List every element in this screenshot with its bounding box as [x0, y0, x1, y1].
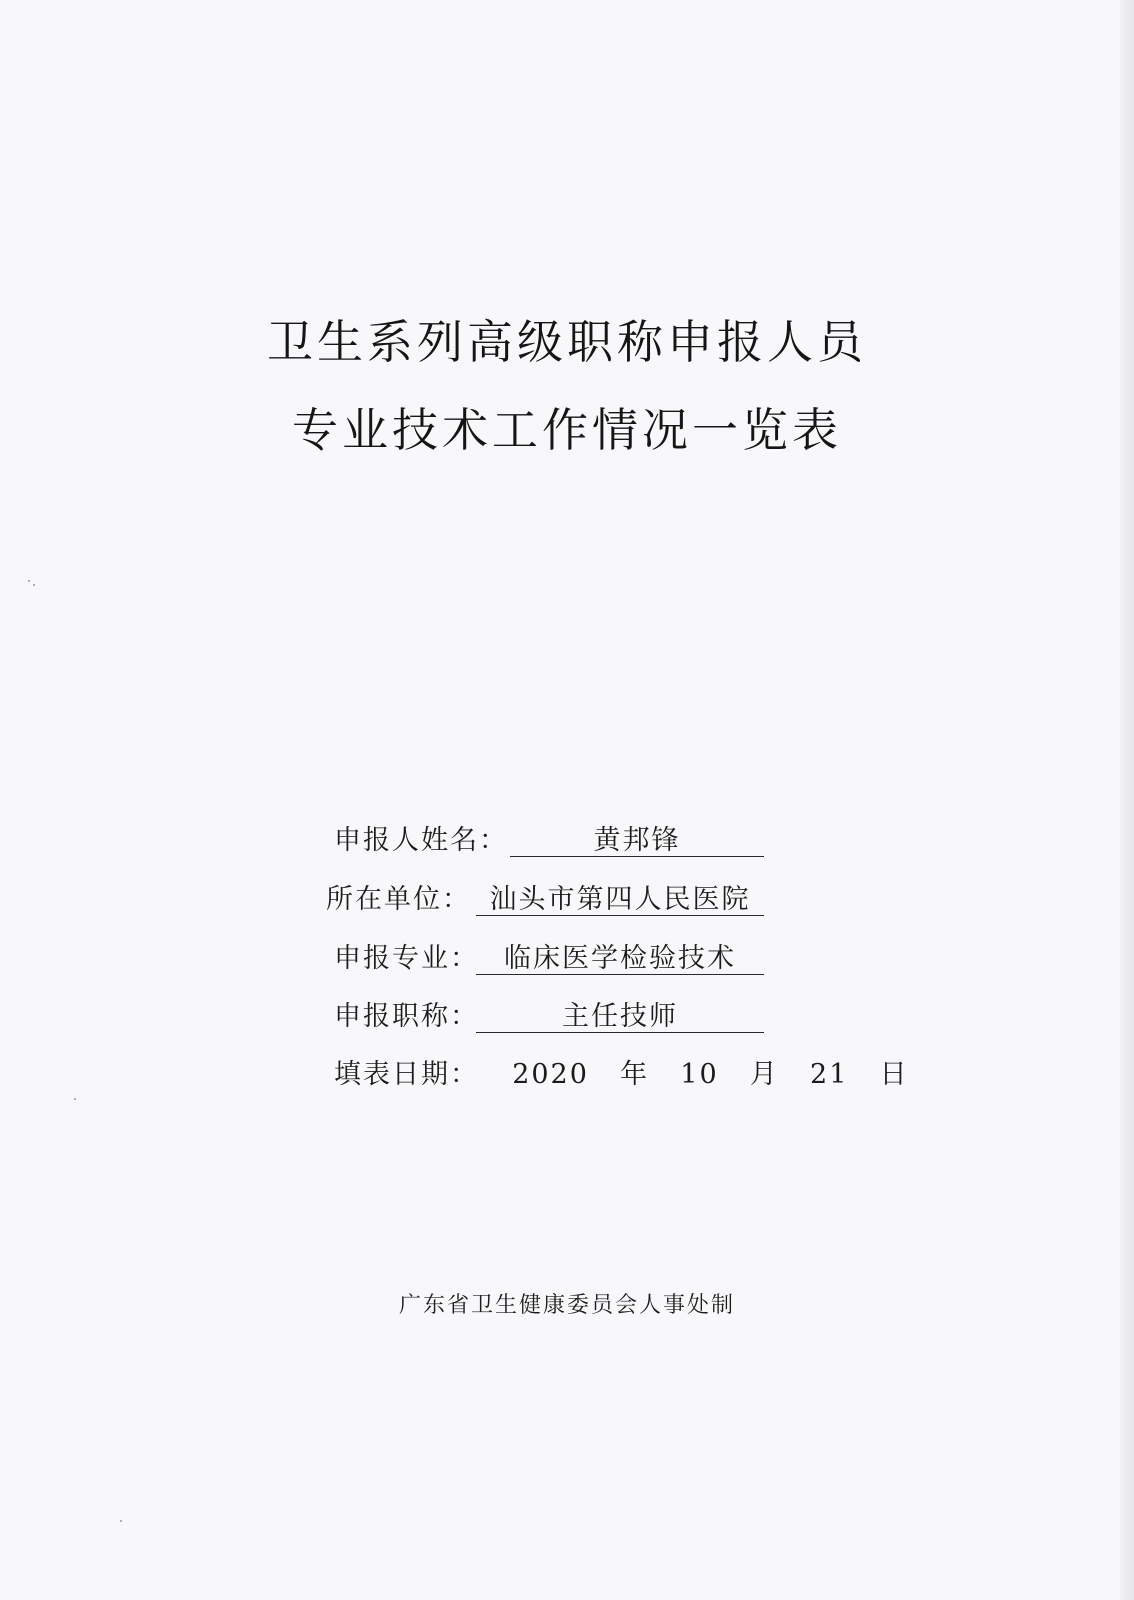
- fill-date-day: 21: [810, 1059, 849, 1090]
- fill-date-month-unit: 月: [749, 1059, 779, 1090]
- scan-speck: [28, 580, 30, 582]
- applicant-name-value: 黄邦锋: [593, 825, 681, 856]
- specialty-label: 申报专业：: [334, 943, 479, 974]
- applicant-name-label: 申报人姓名：: [334, 825, 508, 856]
- fill-date-month: 10: [680, 1059, 719, 1090]
- unit-underline: [476, 915, 764, 916]
- fill-date-row: [334, 1052, 909, 1091]
- fill-date-day-unit: 日: [879, 1059, 909, 1090]
- scan-speck: [74, 1098, 76, 1100]
- unit-value: 汕头市第四人民医院: [489, 884, 751, 915]
- professional-title-underline: [476, 1032, 764, 1033]
- professional-title-row: [0, 994, 1134, 1034]
- specialty-row: [0, 936, 1134, 976]
- unit-label: 所在单位：: [326, 884, 471, 915]
- applicant-name-underline: [510, 856, 764, 857]
- unit-row: [0, 877, 1134, 917]
- specialty-value: 临床医学检验技术: [504, 943, 736, 974]
- scan-speck: [120, 1520, 122, 1522]
- professional-title-label: 申报职称：: [334, 1001, 479, 1032]
- document-title-line-2: 专业技术工作情况一览表: [292, 403, 842, 457]
- document-title-line-1: 卫生系列高级职称申报人员: [267, 315, 867, 369]
- issuer-footer: 广东省卫生健康委员会人事处制: [398, 1293, 735, 1318]
- applicant-name-row: [0, 818, 1134, 858]
- scan-speck: [33, 584, 35, 586]
- specialty-underline: [476, 974, 764, 975]
- scan-edge-shadow: [1120, 0, 1134, 1600]
- professional-title-value: 主任技师: [562, 1001, 678, 1032]
- fill-date-year-unit: 年: [620, 1059, 650, 1090]
- fill-date-label: 填表日期：: [334, 1059, 479, 1090]
- fill-date-year: 2020: [512, 1059, 589, 1090]
